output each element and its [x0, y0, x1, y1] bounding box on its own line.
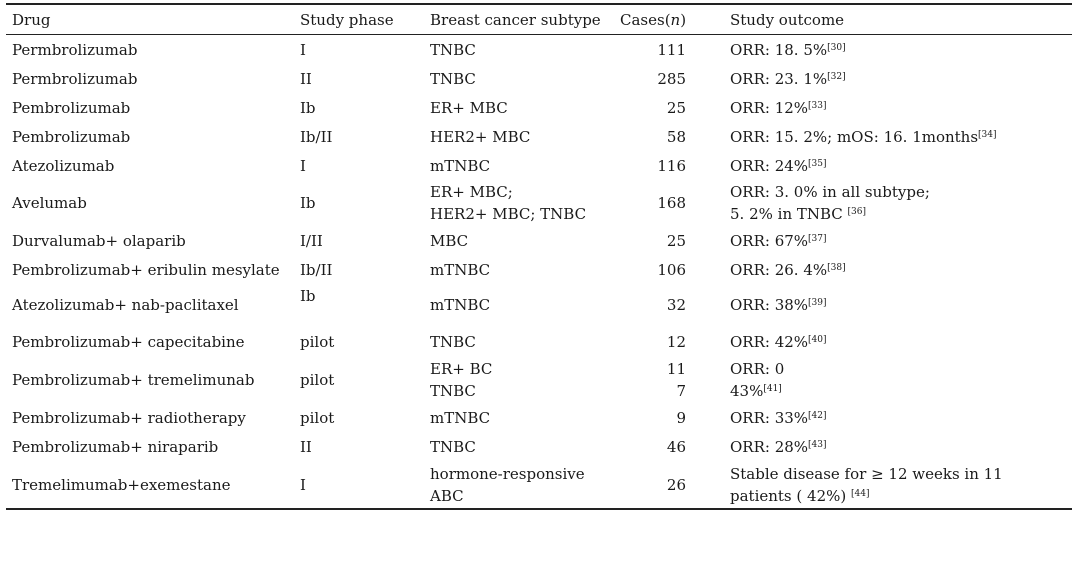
- outcome-text: ORR: 26. 4%: [730, 260, 828, 279]
- cell-cases: [614, 436, 686, 458]
- header-cases-suffix: ): [680, 10, 687, 29]
- cell-subtype: [424, 259, 614, 281]
- cell-study-phase: I: [300, 156, 306, 175]
- table-row: [6, 357, 1072, 403]
- cell-drug: Tremelimumab+exemestane: [12, 475, 231, 494]
- cell-subtype: [424, 39, 614, 61]
- cell-subtype: [424, 230, 614, 252]
- header-cases-n: n: [670, 10, 681, 29]
- outcome-text: ORR: 33%: [730, 408, 809, 427]
- table-row: [6, 326, 1072, 357]
- cell-study-phase: pilot: [300, 408, 335, 427]
- cell-study-phase: Ib/II: [300, 127, 333, 146]
- cases-value: 116: [657, 156, 686, 175]
- cell-cases: [614, 155, 686, 177]
- cell-cases: [614, 358, 686, 402]
- header-cases: [614, 9, 686, 31]
- outcome-line: [730, 155, 1072, 177]
- table-row: [6, 284, 1072, 326]
- cell-subtype: [424, 436, 614, 458]
- outcome-text: ORR: 15. 2%; mOS: 16. 1months: [730, 127, 979, 146]
- cell-outcome: [686, 331, 1072, 353]
- reference-marker: [38]: [827, 262, 846, 273]
- table-row: [6, 180, 1072, 226]
- reference-marker: [39]: [808, 298, 827, 308]
- outcome-text: ORR: 3. 0% in all subtype;: [730, 183, 930, 201]
- cell-study-phase: Ib: [300, 287, 316, 305]
- cases-value: 7: [676, 382, 686, 400]
- cell-drug: Durvalumab+ olaparib: [12, 231, 186, 250]
- table-header-row: [6, 5, 1072, 34]
- cell-cases: [614, 39, 686, 61]
- cell-drug: Pembrolizumab+ tremelimunab: [12, 371, 255, 389]
- subtype-line: MBC: [430, 231, 469, 250]
- cell-cases: [614, 331, 686, 353]
- table-row: [6, 35, 1072, 64]
- subtype-line: TNBC: [430, 437, 476, 456]
- subtype-line: ER+ MBC;: [430, 183, 513, 201]
- cell-study-phase: pilot: [300, 371, 335, 389]
- cases-value: 25: [666, 98, 686, 117]
- subtype-line: TNBC: [430, 40, 476, 59]
- outcome-text: Stable disease for ≥ 12 weeks in 11: [730, 464, 1003, 483]
- cell-drug: Atezolizumab+ nab-paclitaxel: [12, 296, 239, 314]
- outcome-text: ORR: 42%: [730, 332, 809, 351]
- outcome-line: [730, 463, 1072, 485]
- header-study-phase: Study phase: [300, 10, 394, 29]
- header-subtype: Breast cancer subtype: [430, 10, 601, 29]
- cell-cases: [614, 474, 686, 496]
- outcome-line: [730, 358, 1072, 380]
- table-row: [6, 122, 1072, 151]
- cell-cases: [614, 259, 686, 281]
- cell-drug: Pembrolizumab+ niraparib: [12, 437, 219, 456]
- outcome-text: 5. 2% in TNBC: [730, 205, 848, 223]
- table-row: [6, 403, 1072, 432]
- cell-cases: [614, 192, 686, 214]
- reference-marker: [42]: [808, 410, 827, 421]
- cases-value: 32: [666, 296, 686, 314]
- header-outcome: Study outcome: [730, 10, 845, 29]
- cell-outcome: [686, 230, 1072, 252]
- cell-outcome: [686, 97, 1072, 119]
- cell-drug: Atezolizumab: [12, 156, 115, 175]
- cases-value: 168: [657, 194, 686, 212]
- subtype-line: ABC: [430, 486, 464, 505]
- cell-cases: [614, 407, 686, 429]
- reference-marker: [41]: [763, 384, 782, 394]
- cell-study-phase: I/II: [300, 231, 323, 250]
- cell-outcome: [686, 358, 1072, 402]
- outcome-line: [730, 259, 1072, 281]
- reference-marker: [37]: [808, 233, 827, 244]
- reference-marker: [33]: [808, 100, 827, 111]
- outcome-text: ORR: 38%: [730, 296, 809, 314]
- outcome-line: [730, 485, 1072, 507]
- cell-subtype: [424, 407, 614, 429]
- cell-outcome: [686, 407, 1072, 429]
- cell-cases: [614, 230, 686, 252]
- cell-study-phase: II: [300, 437, 312, 456]
- cases-value: 58: [666, 127, 686, 146]
- table-row: [6, 151, 1072, 180]
- cell-cases: [614, 126, 686, 148]
- reference-marker: [43]: [808, 439, 827, 450]
- reference-marker: [44]: [850, 488, 870, 499]
- cell-cases: [614, 68, 686, 90]
- cell-subtype: [424, 155, 614, 177]
- outcome-line: [730, 126, 1072, 148]
- subtype-line: ER+ MBC: [430, 98, 508, 117]
- cases-value: 285: [657, 69, 686, 88]
- outcome-line: [730, 39, 1072, 61]
- outcome-text: ORR: 23. 1%: [730, 69, 828, 88]
- cases-value: 111: [657, 40, 686, 59]
- cell-drug: Pembrolizumab+ capecitabine: [12, 332, 245, 351]
- cell-study-phase: II: [300, 69, 312, 88]
- cell-drug: Avelumab: [12, 194, 87, 212]
- cases-value: 26: [666, 475, 686, 494]
- cell-outcome: [686, 39, 1072, 61]
- cell-outcome: [686, 181, 1072, 225]
- subtype-line: mTNBC: [430, 408, 491, 427]
- reference-marker: [30]: [827, 42, 846, 53]
- cases-value: 25: [666, 231, 686, 250]
- cell-subtype: [424, 181, 614, 225]
- table-row: [6, 461, 1072, 508]
- cell-drug: Pembrolizumab+ eribulin mesylate: [12, 260, 280, 279]
- cell-drug: Permbrolizumab: [12, 40, 138, 59]
- cell-outcome: [686, 155, 1072, 177]
- cell-subtype: [424, 68, 614, 90]
- subtype-line: mTNBC: [430, 156, 491, 175]
- cell-subtype: [424, 97, 614, 119]
- table-bottom-rule: [6, 508, 1072, 510]
- cell-study-phase: I: [300, 475, 306, 494]
- cell-cases: [614, 294, 686, 316]
- outcome-line: [730, 181, 1072, 203]
- reference-marker: [40]: [808, 334, 827, 345]
- subtype-line: TNBC: [430, 382, 476, 400]
- cases-value: 11: [666, 360, 686, 378]
- header-drug: Drug: [12, 10, 51, 29]
- cell-outcome: [686, 126, 1072, 148]
- outcome-text: ORR: 67%: [730, 231, 809, 250]
- outcome-text: 43%: [730, 382, 764, 400]
- subtype-line: TNBC: [430, 332, 476, 351]
- table-row: [6, 93, 1072, 122]
- cell-outcome: [686, 463, 1072, 507]
- cell-subtype: [424, 358, 614, 402]
- cell-study-phase: Ib/II: [300, 260, 333, 279]
- cell-subtype: [424, 294, 614, 316]
- cell-study-phase: Ib: [300, 98, 316, 117]
- cell-study-phase: pilot: [300, 332, 335, 351]
- reference-marker: [36]: [847, 207, 867, 217]
- outcome-text: ORR: 24%: [730, 156, 809, 175]
- cell-study-phase: I: [300, 40, 306, 59]
- cell-outcome: [686, 436, 1072, 458]
- outcome-line: [730, 380, 1072, 402]
- subtype-line: mTNBC: [430, 296, 491, 314]
- outcome-text: ORR: 18. 5%: [730, 40, 828, 59]
- clinical-trials-table: [6, 3, 1072, 510]
- cell-study-phase: Ib: [300, 194, 316, 212]
- subtype-line: HER2+ MBC; TNBC: [430, 205, 587, 223]
- outcome-line: [730, 294, 1072, 316]
- outcome-text: ORR: 28%: [730, 437, 809, 456]
- cell-subtype: [424, 463, 614, 507]
- cases-value: 46: [666, 437, 686, 456]
- subtype-line: ER+ BC: [430, 360, 493, 378]
- cases-value: 12: [666, 332, 686, 351]
- subtype-line: HER2+ MBC: [430, 127, 531, 146]
- outcome-line: [730, 436, 1072, 458]
- table-row: [6, 255, 1072, 284]
- outcome-text: patients ( 42%): [730, 486, 851, 505]
- table-row: [6, 64, 1072, 93]
- header-cases-prefix: Cases(: [620, 10, 671, 29]
- cell-outcome: [686, 294, 1072, 316]
- outcome-line: [730, 68, 1072, 90]
- cell-drug: Permbrolizumab: [12, 69, 138, 88]
- table-row: [6, 432, 1072, 461]
- subtype-line: TNBC: [430, 69, 476, 88]
- reference-marker: [32]: [827, 71, 846, 82]
- cases-value: 9: [676, 408, 686, 427]
- cell-outcome: [686, 259, 1072, 281]
- reference-marker: [35]: [808, 158, 827, 169]
- table-row: [6, 226, 1072, 255]
- outcome-line: [730, 407, 1072, 429]
- subtype-line: mTNBC: [430, 260, 491, 279]
- cell-subtype: [424, 331, 614, 353]
- table-body: [6, 35, 1072, 508]
- outcome-text: ORR: 12%: [730, 98, 809, 117]
- outcome-line: [730, 97, 1072, 119]
- subtype-line: hormone-responsive: [430, 464, 585, 483]
- cell-drug: Pembrolizumab: [12, 98, 131, 117]
- cell-drug: Pembrolizumab+ radiotherapy: [12, 408, 246, 427]
- outcome-line: [730, 331, 1072, 353]
- outcome-line: [730, 230, 1072, 252]
- cases-value: 106: [657, 260, 686, 279]
- outcome-line: [730, 203, 1072, 225]
- cell-cases: [614, 97, 686, 119]
- cell-subtype: [424, 126, 614, 148]
- cell-drug: Pembrolizumab: [12, 127, 131, 146]
- cell-outcome: [686, 68, 1072, 90]
- reference-marker: [34]: [978, 129, 997, 140]
- outcome-text: ORR: 0: [730, 360, 785, 378]
